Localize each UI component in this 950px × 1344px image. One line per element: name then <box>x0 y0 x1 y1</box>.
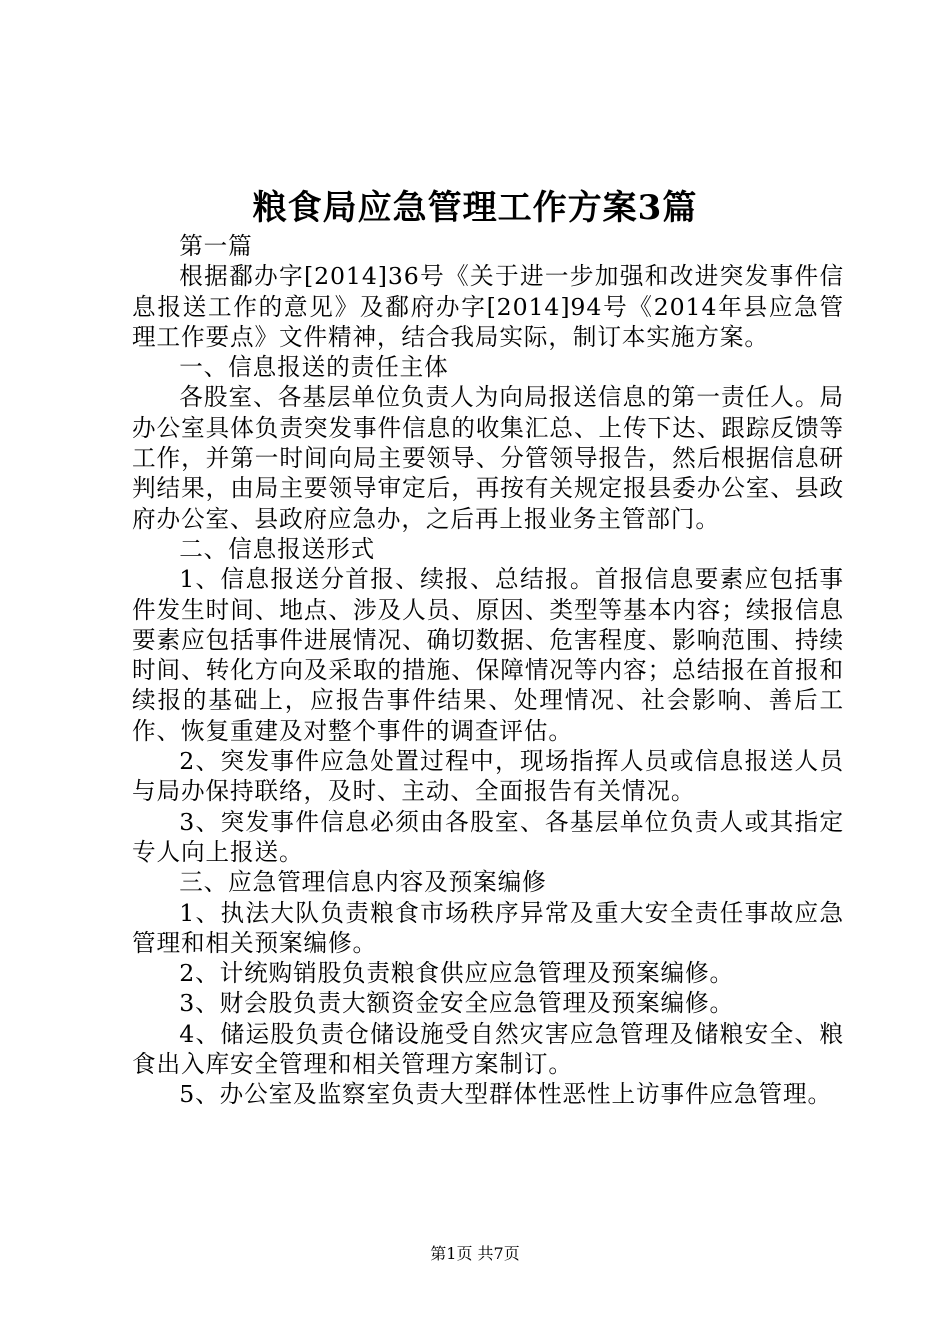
body-paragraph: 根据鄱办字[2014]36号《关于进一步加强和改进突发事件信息报送工作的意见》及鄱府办字[2014]94号《2014年县应急管理工作要点》文件精神，结合我局实际，制订本实施方案。 <box>132 262 844 351</box>
body-paragraph: 2、计统购销股负责粮食供应应急管理及预案编修。 <box>179 959 734 988</box>
section-heading: 第一篇 <box>179 232 253 260</box>
section-heading: 三、应急管理信息内容及预案编修 <box>179 868 547 897</box>
body-paragraph: 4、储运股负责仓储设施受自然灾害应急管理及储粮安全、粮食出入库安全管理和相关管理方案制订。 <box>132 1019 844 1079</box>
section-heading: 一、信息报送的责任主体 <box>179 353 449 382</box>
body-paragraph: 3、财会股负责大额资金安全应急管理及预案编修。 <box>179 989 734 1018</box>
body-paragraph: 2、突发事件应急处置过程中，现场指挥人员或信息报送人员与局办保持联络，及时、主动、全面报告有关情况。 <box>132 747 844 806</box>
body-paragraph: 1、执法大队负责粮食市场秩序异常及重大安全责任事故应急管理和相关预案编修。 <box>132 898 844 957</box>
body-paragraph: 各股室、各基层单位负责人为向局报送信息的第一责任人。局办公室具体负责突发事件信息的收集汇总、上传下达、跟踪反馈等工作，并第一时间向局主要领导、分管领导报告，然后根据信息研判结果，由局主要领导审定后，再按有关规定报县委办公室、县政府办公室、县政府应急办，之后再上报业务主管部门。 <box>132 383 844 533</box>
document-body <box>132 231 844 1110</box>
page-number: 第1页 共7页 <box>430 1244 520 1263</box>
document-title: 粮食局应急管理工作方案3篇 <box>252 188 698 228</box>
body-paragraph: 3、突发事件信息必须由各股室、各基层单位负责人或其指定专人向上报送。 <box>132 807 844 866</box>
body-paragraph: 1、信息报送分首报、续报、总结报。首报信息要素应包括事件发生时间、地点、涉及人员、原因、类型等基本内容；续报信息要素应包括事件进展情况、确切数据、危害程度、影响范围、持续时间、转化方向及采取的措施、保障情况等内容；总结报在首报和续报的基础上，应报告事件结果、处理情况、社会影响、善后工作、恢复重建及对整个事件的调查评估。 <box>132 565 844 745</box>
section-heading: 二、信息报送形式 <box>179 534 376 563</box>
body-paragraph: 5、办公室及监察室负责大型群体性恶性上访事件应急管理。 <box>179 1080 832 1109</box>
